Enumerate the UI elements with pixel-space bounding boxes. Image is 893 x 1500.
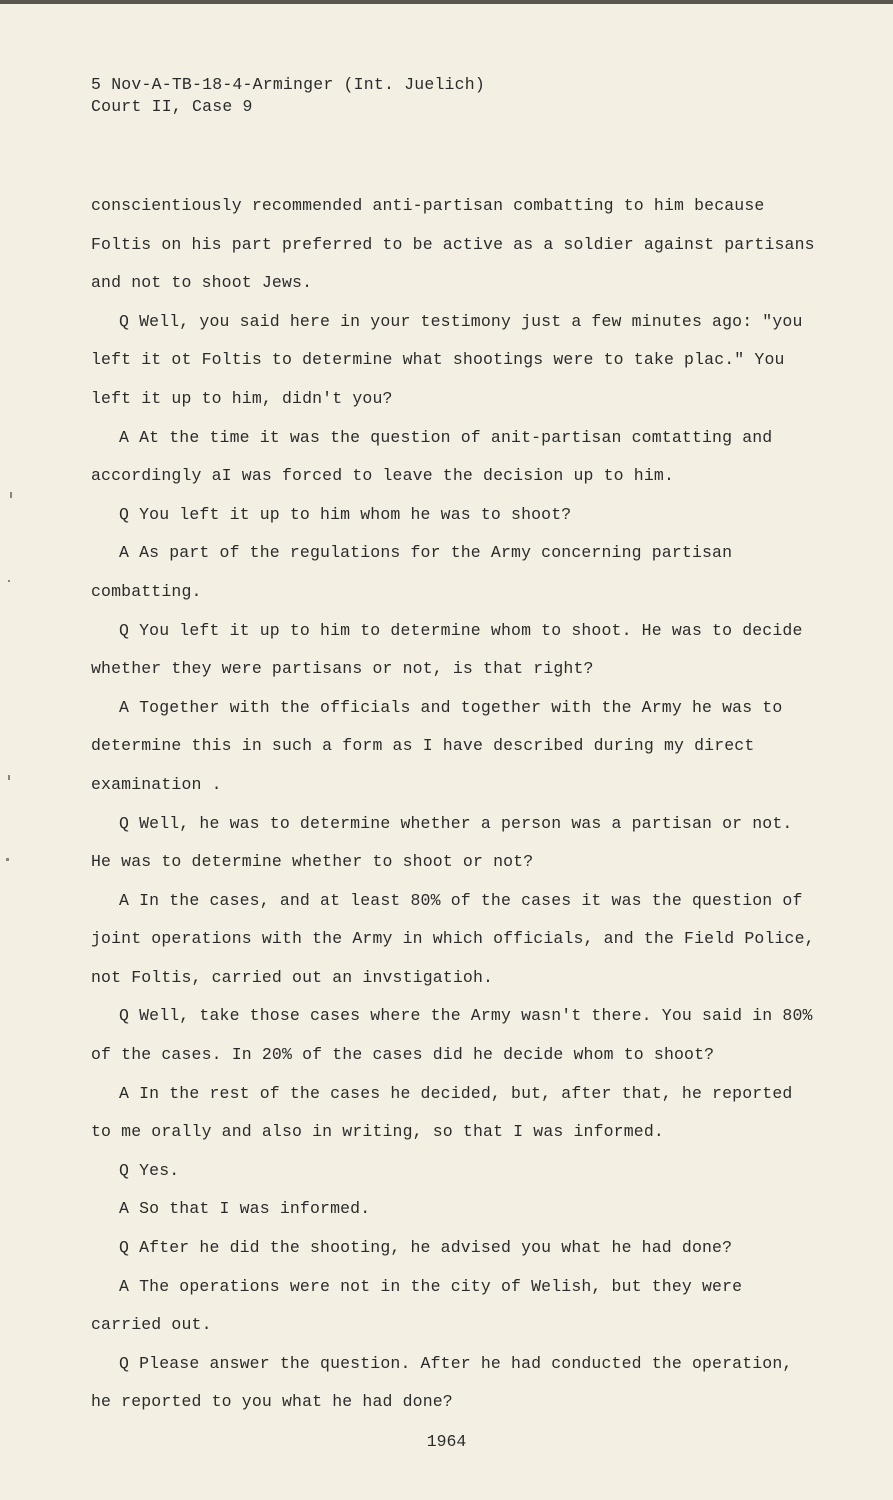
margin-speck — [8, 775, 10, 780]
paragraph-question: Q You left it up to him whom he was to shoot? — [119, 504, 572, 524]
header-line-1: 5 Nov-A-TB-18-4-Arminger (Int. Juelich) — [91, 75, 485, 94]
paragraph-answer: A The operations were not in the city of Welish, but they were carried out. — [91, 1276, 743, 1335]
paragraph-question: Q After he did the shooting, he advised you what he had done? — [119, 1238, 733, 1258]
page-top-edge — [0, 0, 893, 4]
paragraph-answer: A In the cases, and at least 80% of the cases it was the question of joint operations with the Army in which officials, and the Field Police, not Foltis, carried out an invstigatioh. — [91, 890, 815, 987]
document-header — [91, 74, 485, 118]
margin-speck — [6, 858, 9, 861]
paragraph-answer: A At the time it was the question of anit-partisan comtatting and accordingly aI was forced to leave the decision up to him. — [91, 427, 773, 486]
paragraph-question: Q Well, take those cases where the Army wasn't there. You said in 80% of the cases. In 20% of the cases did he decide whom to shoot? — [91, 1006, 813, 1065]
paragraph-question: Q Please answer the question. After he had conducted the operation, he reported to you what he had done? — [91, 1353, 793, 1412]
margin-speck — [8, 580, 10, 582]
paragraph-question: Q Well, he was to determine whether a person was a partisan or not. He was to determine whether to shoot or not? — [91, 813, 793, 872]
paragraph-continuation: conscientiously recommended anti-partisan combatting to him because Foltis on his part preferred to be active as a soldier against partisans and not to shoot Jews. — [91, 196, 815, 293]
paragraph-question: Q You left it up to him to determine whom to shoot. He was to decide whether they were partisans or not, is that right? — [91, 620, 803, 679]
paragraph-question: Q Well, you said here in your testimony just a few minutes ago: "you left it ot Foltis to determine what shootings were to take plac." You left it up to him, didn't you? — [91, 311, 803, 408]
margin-speck — [10, 492, 12, 498]
paragraph-question: Q Yes. — [119, 1160, 180, 1180]
paragraph-answer: A So that I was informed. — [119, 1199, 371, 1219]
paragraph-answer: A Together with the officials and together with the Army he was to determine this in such a form as I have described during my direct examination . — [91, 697, 783, 794]
paragraph-answer: A In the rest of the cases he decided, but, after that, he reported to me orally and also in writing, so that I was informed. — [91, 1083, 793, 1142]
transcript-body — [91, 187, 821, 1422]
page-number: 1964 — [426, 1432, 467, 1451]
paragraph-answer: A As part of the regulations for the Army concerning partisan combatting. — [91, 543, 733, 601]
header-line-2: Court II, Case 9 — [91, 97, 253, 116]
